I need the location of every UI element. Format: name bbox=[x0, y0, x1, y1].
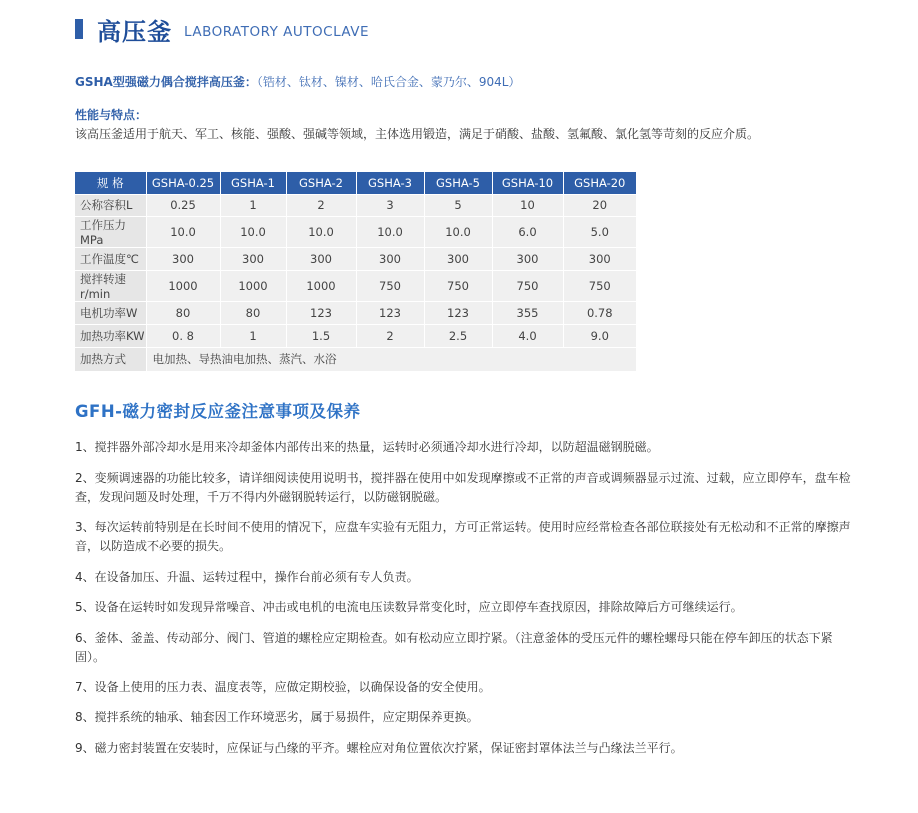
table-cell: 1000 bbox=[220, 271, 286, 302]
page-title: 高压釜 bbox=[97, 17, 172, 46]
table-cell: 10.0 bbox=[424, 217, 492, 248]
table-cell: 123 bbox=[356, 302, 424, 325]
notes-section-title: GFH-磁力密封反应釜注意事项及保养 bbox=[75, 402, 361, 421]
table-cell: 300 bbox=[356, 248, 424, 271]
table-cell: 750 bbox=[563, 271, 636, 302]
note-item: 1、搅拌器外部冷却水是用来冷却釜体内部传出来的热量，运转时必须通冷却水进行冷却，以防超温磁钢脱磁。 bbox=[75, 440, 659, 454]
table-cell: 750 bbox=[424, 271, 492, 302]
note-item: 4、在设备加压、升温、运转过程中，操作台前必须有专人负责。 bbox=[75, 569, 419, 584]
table-cell: 80 bbox=[146, 302, 220, 325]
row-label: 加热功率KW bbox=[75, 324, 146, 347]
table-cell: 2 bbox=[286, 194, 356, 217]
product-line bbox=[75, 73, 520, 90]
spec-header-cell: GSHA-20 bbox=[563, 172, 636, 194]
heating-method-row bbox=[75, 347, 636, 371]
table-cell: 750 bbox=[492, 271, 563, 302]
note-item: 9、磁力密封装置在安装时，应保证与凸缘的平齐。螺栓应对角位置依次拧紧，保证密封罩体法兰与凸缘法兰平行。 bbox=[75, 740, 683, 755]
spec-header-cell: 规 格 bbox=[75, 172, 146, 194]
table-cell: 355 bbox=[492, 302, 563, 325]
table-cell: 2.5 bbox=[424, 324, 492, 347]
notes-list bbox=[75, 438, 855, 758]
note-item: 2、变频调速器的功能比较多，请详细阅读使用说明书，搅拌器在使用中如发现摩擦或不正常的声音或调频器显示过流、过载，应立即停车，盘车检查，发现问题及时处理，千万不得内外磁钢脱转运行，以防磁钢脱磁。 bbox=[75, 470, 851, 504]
table-cell: 10.0 bbox=[220, 217, 286, 248]
table-cell: 300 bbox=[424, 248, 492, 271]
table-cell: 6.0 bbox=[492, 217, 563, 248]
spec-header-cell: GSHA-1 bbox=[220, 172, 286, 194]
table-cell: 20 bbox=[563, 194, 636, 217]
table-cell: 1000 bbox=[146, 271, 220, 302]
row-label: 电机功率W bbox=[75, 302, 146, 325]
table-row bbox=[75, 217, 636, 248]
row-label: 工作温度℃ bbox=[75, 248, 146, 271]
table-cell: 300 bbox=[220, 248, 286, 271]
table-cell: 3 bbox=[356, 194, 424, 217]
spec-table bbox=[75, 172, 636, 371]
spec-header-cell: GSHA-5 bbox=[424, 172, 492, 194]
table-cell: 123 bbox=[286, 302, 356, 325]
table-cell: 0. 8 bbox=[146, 324, 220, 347]
table-row bbox=[75, 271, 636, 302]
table-cell: 1000 bbox=[286, 271, 356, 302]
note-item: 7、设备上使用的压力表、温度表等，应做定期校验，以确保设备的安全使用。 bbox=[75, 679, 491, 694]
table-row bbox=[75, 194, 636, 217]
table-row bbox=[75, 248, 636, 271]
table-cell: 0.25 bbox=[146, 194, 220, 217]
title-accent-bar bbox=[75, 19, 83, 39]
table-cell: 0.78 bbox=[563, 302, 636, 325]
table-cell: 5 bbox=[424, 194, 492, 217]
row-label: 搅拌转速r/min bbox=[75, 271, 146, 302]
note-item: 5、设备在运转时如发现异常噪音、冲击或电机的电流电压读数异常变化时，应立即停车查找原因，排除故障后方可继续运行。 bbox=[75, 600, 743, 614]
product-name: GSHA型强磁力偶合搅拌高压釜： bbox=[75, 75, 257, 89]
table-cell: 10.0 bbox=[146, 217, 220, 248]
note-item: 8、搅拌系统的轴承、轴套因工作环境恶劣，属于易损件，应定期保养更换。 bbox=[75, 710, 479, 724]
table-cell: 1 bbox=[220, 194, 286, 217]
row-label: 工作压力MPa bbox=[75, 217, 146, 248]
table-cell: 300 bbox=[563, 248, 636, 271]
table-cell: 1 bbox=[220, 324, 286, 347]
features-description: 该高压釜适用于航天、军工、核能、强酸、强碱等领域，主体选用锻造，满足于硝酸、盐酸、氢氟酸、氯化氢等苛刻的反应介质。 bbox=[75, 127, 760, 141]
table-cell: 80 bbox=[220, 302, 286, 325]
spec-table-header-row bbox=[75, 172, 636, 194]
table-cell: 4.0 bbox=[492, 324, 563, 347]
spec-header-cell: GSHA-3 bbox=[356, 172, 424, 194]
table-cell: 300 bbox=[146, 248, 220, 271]
spec-header-cell: GSHA-2 bbox=[286, 172, 356, 194]
table-cell: 1.5 bbox=[286, 324, 356, 347]
row-label: 公称容积L bbox=[75, 194, 146, 217]
row-label: 加热方式 bbox=[75, 347, 146, 371]
table-cell: 10.0 bbox=[356, 217, 424, 248]
table-cell: 9.0 bbox=[563, 324, 636, 347]
table-cell: 10.0 bbox=[286, 217, 356, 248]
heating-method-value: 电加热、导热油电加热、蒸汽、水浴 bbox=[146, 347, 636, 371]
note-item: 3、每次运转前特别是在长时间不使用的情况下，应盘车实验有无阻力，方可正常运转。使用时应经常检查各部位联接处有无松动和不正常的摩擦声音，以防造成不必要的损失。 bbox=[75, 519, 851, 553]
spec-header-cell: GSHA-0.25 bbox=[146, 172, 220, 194]
table-row bbox=[75, 302, 636, 325]
table-cell: 750 bbox=[356, 271, 424, 302]
table-cell: 300 bbox=[286, 248, 356, 271]
features-heading: 性能与特点： bbox=[75, 108, 148, 122]
spec-header-cell: GSHA-10 bbox=[492, 172, 563, 194]
page-subtitle: LABORATORY AUTOCLAVE bbox=[184, 24, 370, 40]
table-cell: 123 bbox=[424, 302, 492, 325]
table-cell: 2 bbox=[356, 324, 424, 347]
table-cell: 5.0 bbox=[563, 217, 636, 248]
page-header bbox=[75, 14, 369, 44]
table-row bbox=[75, 324, 636, 347]
table-cell: 300 bbox=[492, 248, 563, 271]
table-cell: 10 bbox=[492, 194, 563, 217]
product-materials: （锆材、钛材、镍材、哈氏合金、蒙乃尔、904L） bbox=[256, 75, 521, 89]
note-item: 6、釜体、釜盖、传动部分、阀门、管道的螺栓应定期检查。如有松动应立即拧紧。（注意釜体的受压元件的螺栓螺母只能在停车卸压的状态下紧固）。 bbox=[75, 630, 833, 664]
